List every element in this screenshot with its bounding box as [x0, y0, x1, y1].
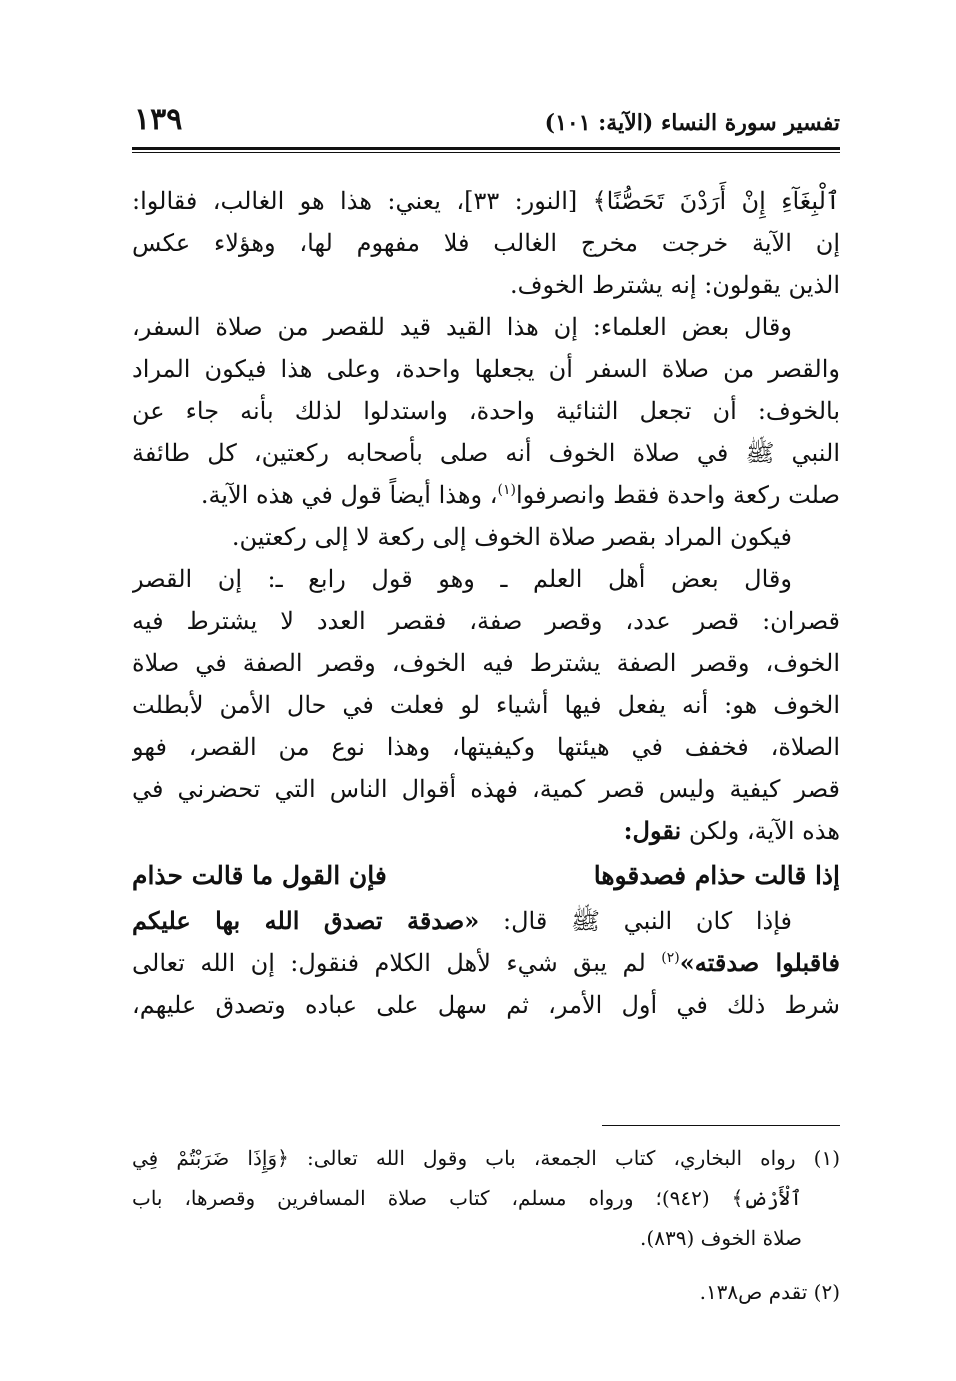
footnote-ref: (١) [497, 482, 516, 498]
text-line: قصر كيفية وليس قصر كمية، فهذه أقوال الناس التي تحضرني في [132, 775, 840, 803]
text-line [132, 474, 840, 516]
hadith-quote: «صدقة تصدق الله بها عليكم [132, 906, 480, 935]
footnote-line: (١) رواه البخاري، كتاب الجمعة، باب وقول الله تعالى: ﴿وَإِذَا ضَرَبْتُمْ فِي [132, 1146, 840, 1170]
text-line: شرط ذلك في أول الأمر، ثم سهل على عباده وتصدق عليهم، [132, 991, 840, 1019]
main-text [132, 180, 840, 1026]
footnote-line: (٢) تقدم ص١٣٨. [699, 1280, 840, 1304]
running-header [132, 100, 840, 140]
text-line: إن الآية خرجت مخرج الغالب فلا مفهوم لها، وهؤلاء عكس [132, 229, 840, 257]
verse-first-hemistich: إذا قالت حذام فصدقوها [593, 861, 840, 890]
footnote-line: ٱلْأَرْضِ﴾ (٩٤٢)؛ ورواه مسلم، كتاب صلاة المسافرين وقصرها، باب [132, 1186, 802, 1210]
footnote-line: صلاة الخوف (٨٣٩). [640, 1226, 802, 1250]
header-rule-thin [132, 152, 840, 153]
text-line: ٱلْبِغَآءِ إِنْ أَرَدْنَ تَحَصُّنًا﴾ [النور: ٣٣]، يعني: هذا هو الغالب، فقالوا: [132, 187, 840, 215]
text-line [132, 810, 840, 852]
text-line: الذين يقولون: إنه يشترط الخوف. [509, 271, 840, 299]
text-line: وقال بعض العلماء: إن هذا القيد قيد للقصر من صلاة السفر، [132, 313, 792, 341]
text-span: فإذا كان النبي ﷺ قال: [502, 907, 793, 935]
text-line: الخوف هو: أنه يفعل فيها أشياء لو فعلت في حال الأمن لأبطلت [132, 691, 840, 719]
page-number: ١٣٩ [134, 102, 183, 137]
text-line: الصلاة، فخفف في هيئتها وكيفيتها، وهذا نوع من القصر، فهو [132, 733, 840, 761]
text-span: ، وهذا أيضاً قول في هذه الآية. [200, 481, 498, 509]
text-line: فيكون المراد بقصر صلاة الخوف إلى ركعة لا إلى ركعتين. [231, 523, 792, 551]
poetry-verse [132, 852, 840, 900]
text-span: لم يبق شيء لأهل الكلام فنقول: إن الله تعالى [132, 949, 662, 977]
verse-second-hemistich: فإن القول ما قالت حذام [132, 861, 387, 890]
text-span-bold: نقول: [623, 816, 682, 845]
footnote-divider [602, 1125, 840, 1126]
text-line [132, 900, 840, 942]
text-span: صلت ركعة واحدة فقط وانصرفوا [515, 481, 840, 509]
text-line: قصران: قصر عدد، وقصر صفة، فقصر العدد لا يشترط فيه [132, 607, 840, 635]
text-line: النبي ﷺ في صلاة الخوف أنه صلى بأصحابه ركعتين، كل طائفة [132, 439, 840, 467]
footnotes [132, 1138, 840, 1312]
header-title: تفسير سورة النساء (الآية: ١٠١) [544, 110, 840, 136]
text-line: وقال بعض أهل العلم ـ وهو قول رابع ـ: إن القصر [132, 565, 792, 593]
footnote-ref: (٢) [661, 950, 680, 966]
text-line [132, 942, 840, 984]
text-line: بالخوف: أن تجعل الثنائية واحدة، واستدلوا لذلك بأنه جاء عن [132, 397, 840, 425]
hadith-quote: فاقبلوا صدقته» [679, 948, 840, 977]
text-line: الخوف، وقصر الصفة يشترط فيه الخوف، وقصر الصفة في صلاة [132, 649, 840, 677]
text-span: هذه الآية، ولكن [688, 817, 840, 845]
text-line: والقصر من صلاة السفر أن يجعلها واحدة، وعلى هذا فيكون المراد [132, 355, 840, 383]
header-rule [132, 147, 840, 150]
